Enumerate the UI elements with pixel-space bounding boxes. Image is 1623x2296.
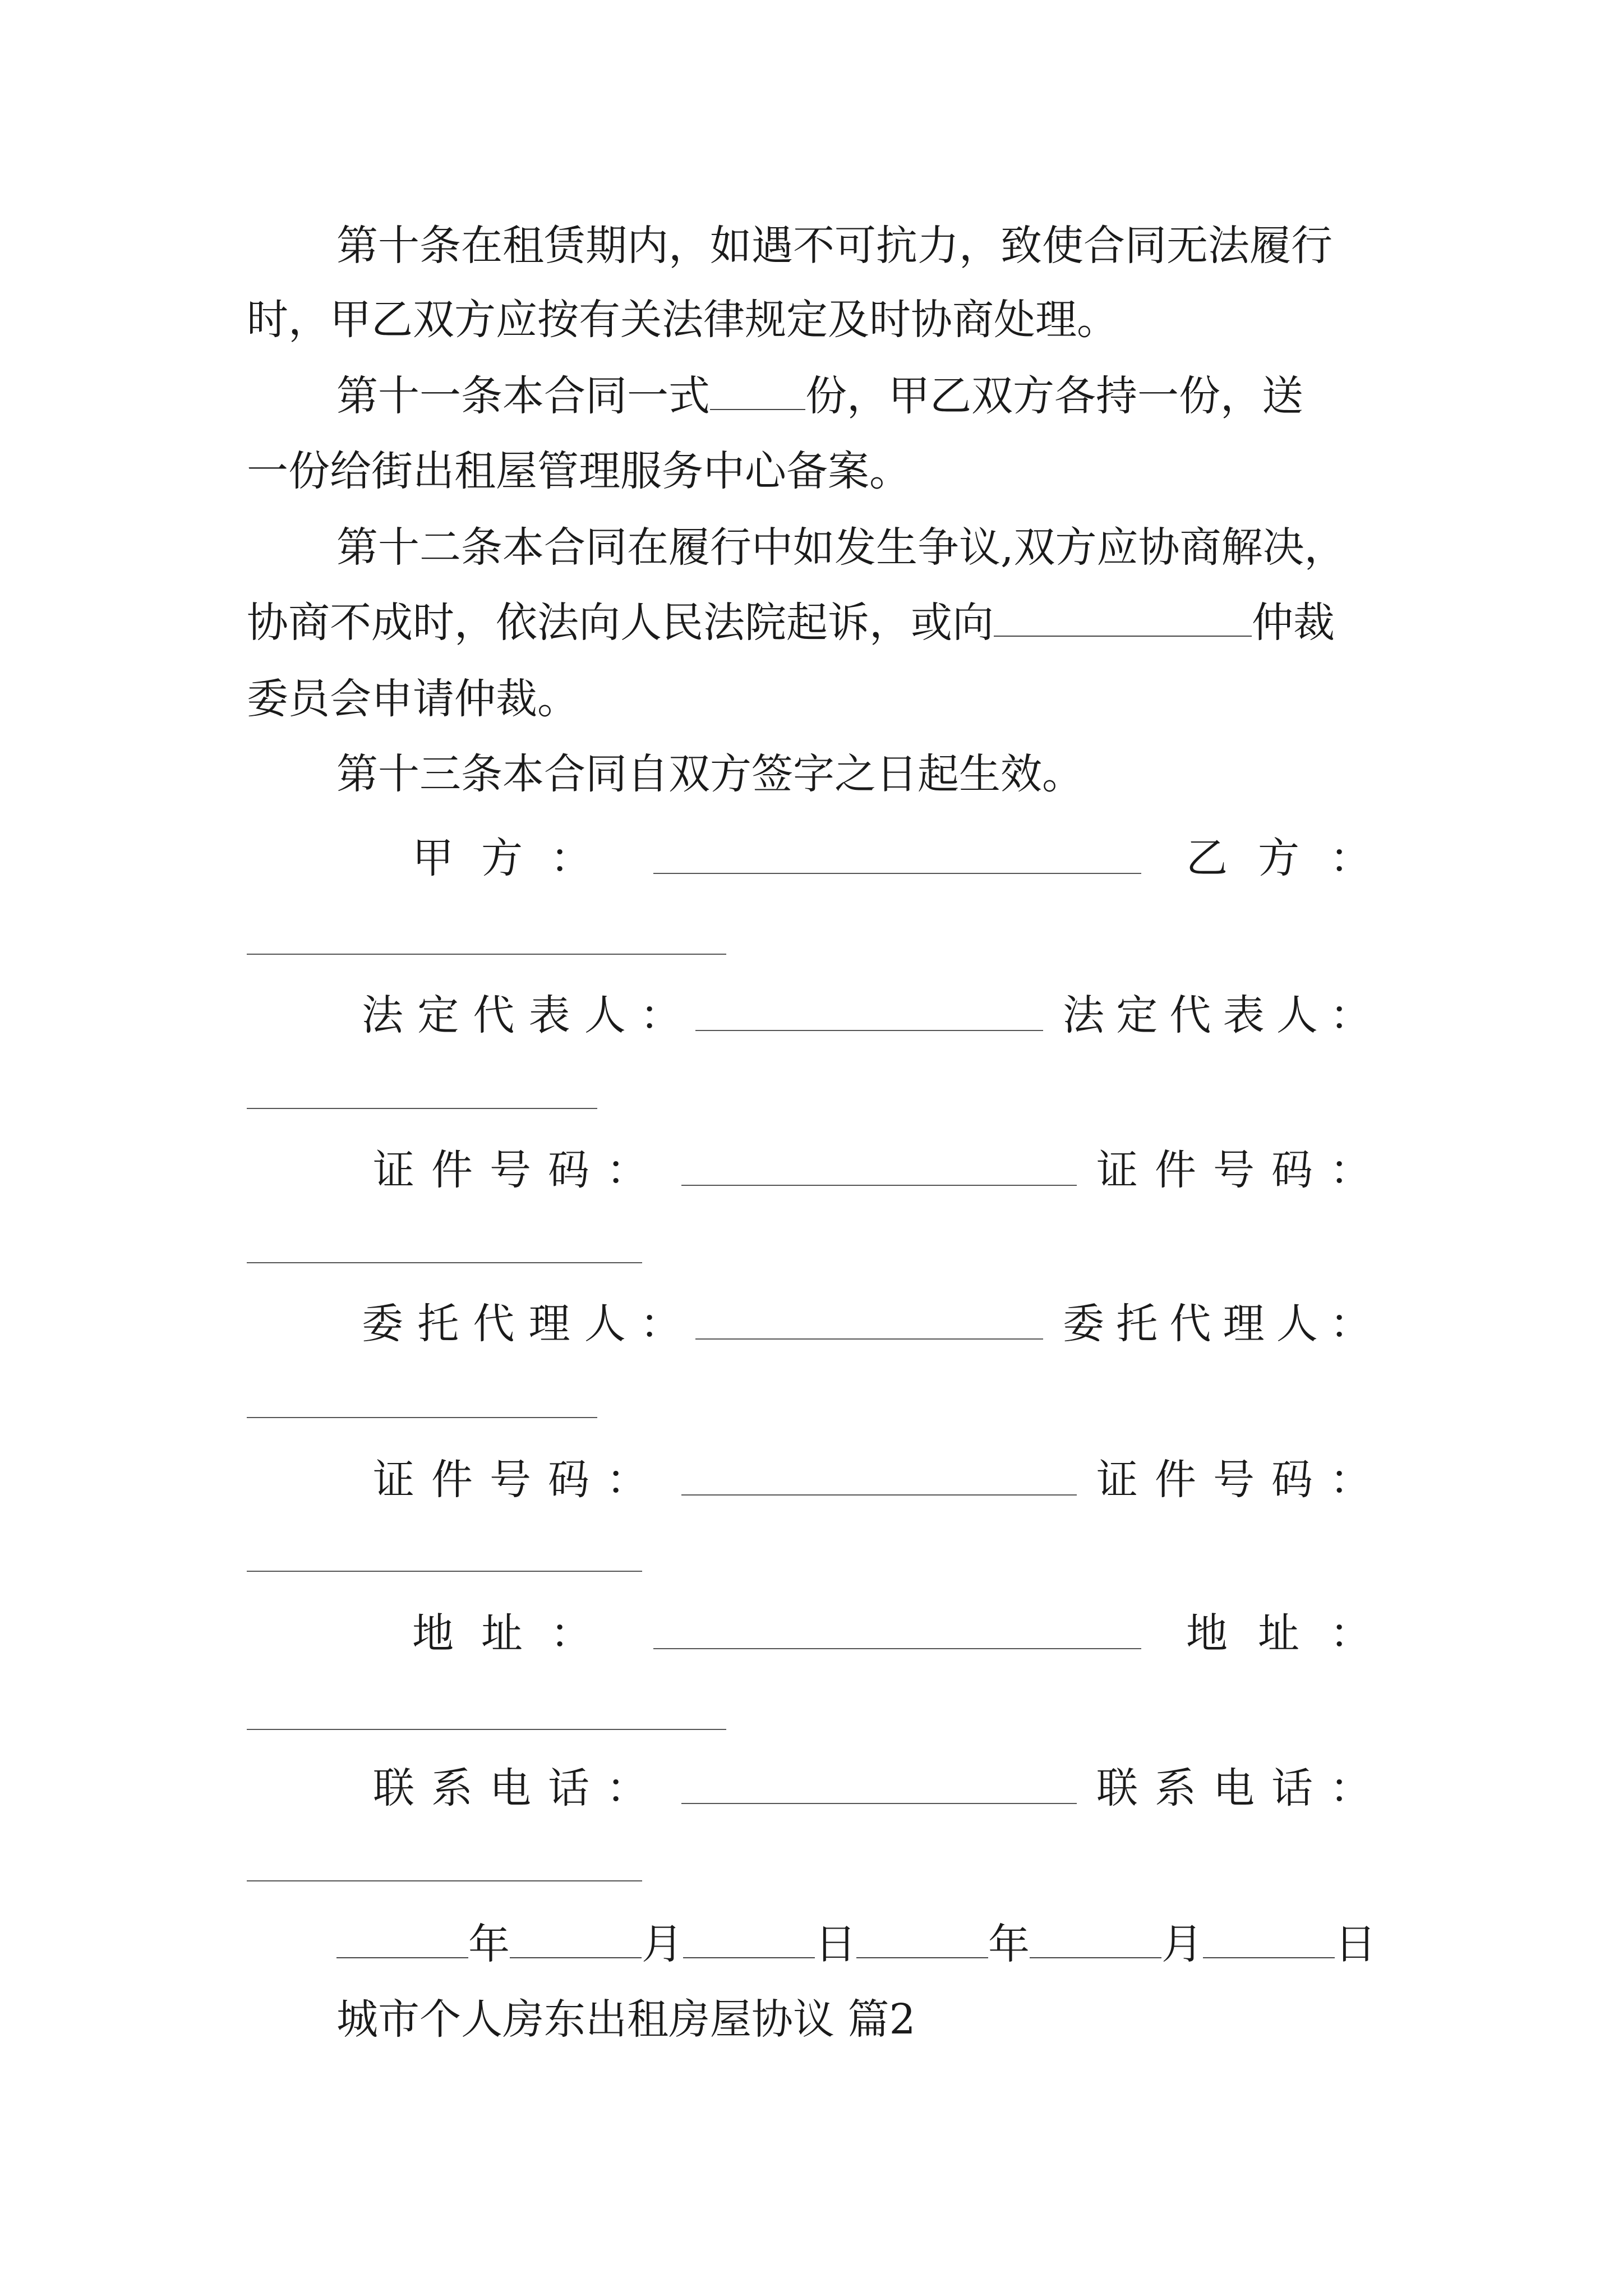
article-11-line-2: 一份给街出租屋管理服务中心备案。 [247, 447, 911, 495]
legal-rep-a-label: 法 定 代 表 人 ： [362, 991, 681, 1039]
id-number-a-blank [681, 1185, 1077, 1186]
id-number-b-label: 证 件 号 码 ： [1096, 1146, 1371, 1194]
legal-rep-b-label: 法 定 代 表 人 ： [1063, 991, 1371, 1039]
article-12-line-2 [247, 583, 1385, 662]
phone-a-blank [681, 1803, 1077, 1804]
agent-id-b-blank [247, 1571, 642, 1572]
address-a-blank [653, 1648, 1141, 1649]
agent-a-blank [695, 1338, 1043, 1340]
phone-b-blank [247, 1880, 642, 1881]
article-12-line-1: 第十二条本合同在履行中如发生争议,双方应协商解决， [336, 523, 1346, 572]
arbitration-blank [994, 599, 1252, 637]
article-11-text-b: 份，甲乙双方各持一份，送 [805, 372, 1303, 420]
agent-id-b-label: 证 件 号 码 ： [1096, 1456, 1371, 1504]
id-number-a-label: 证 件 号 码 ： [373, 1146, 648, 1194]
article-10-line-1: 第十条在租赁期内，如遇不可抗力，致使合同无法履行 [336, 222, 1332, 270]
phone-a-label: 联 系 电 话 ： [373, 1764, 648, 1812]
party-b-label: 乙 方 ： [1186, 834, 1371, 882]
party-b-blank [247, 954, 726, 955]
date-line: 年 月 日 年 月 日 [336, 1905, 1385, 1984]
agent-id-a-blank [681, 1494, 1077, 1496]
article-12-text-a: 协商不成时，依法向人民法院起诉，或向 [247, 599, 994, 647]
legal-rep-b-blank [247, 1108, 597, 1109]
agent-id-a-label: 证 件 号 码 ： [373, 1456, 648, 1504]
article-11-text-a: 第十一条本合同一式 [336, 372, 710, 420]
agent-b-blank [247, 1417, 597, 1418]
agent-b-label: 委 托 代 理 人 ： [1063, 1300, 1371, 1348]
address-b-blank [247, 1729, 726, 1730]
agent-a-label: 委 托 代 理 人 ： [362, 1300, 681, 1348]
article-12-line-3: 委员会申请仲裁。 [247, 675, 579, 723]
article-10-line-2: 时，甲乙双方应按有关法律规定及时协商处理。 [247, 296, 1118, 344]
party-a-label: 甲 方 ： [412, 834, 592, 882]
article-12-text-b: 仲裁 [1252, 599, 1335, 647]
legal-rep-a-blank [695, 1030, 1043, 1031]
article-11-line-1 [247, 357, 1475, 435]
address-a-label: 地 址 ： [412, 1609, 592, 1658]
party-a-blank [653, 873, 1141, 874]
article-13: 第十三条本合同自双方签字之日起生效。 [336, 750, 1083, 798]
copies-blank [710, 372, 805, 410]
address-b-label: 地 址 ： [1186, 1609, 1371, 1658]
next-section-title: 城市个人房东出租房屋协议 篇2 [336, 1995, 916, 2044]
id-number-b-blank [247, 1262, 642, 1263]
phone-b-label: 联 系 电 话 ： [1096, 1764, 1371, 1812]
